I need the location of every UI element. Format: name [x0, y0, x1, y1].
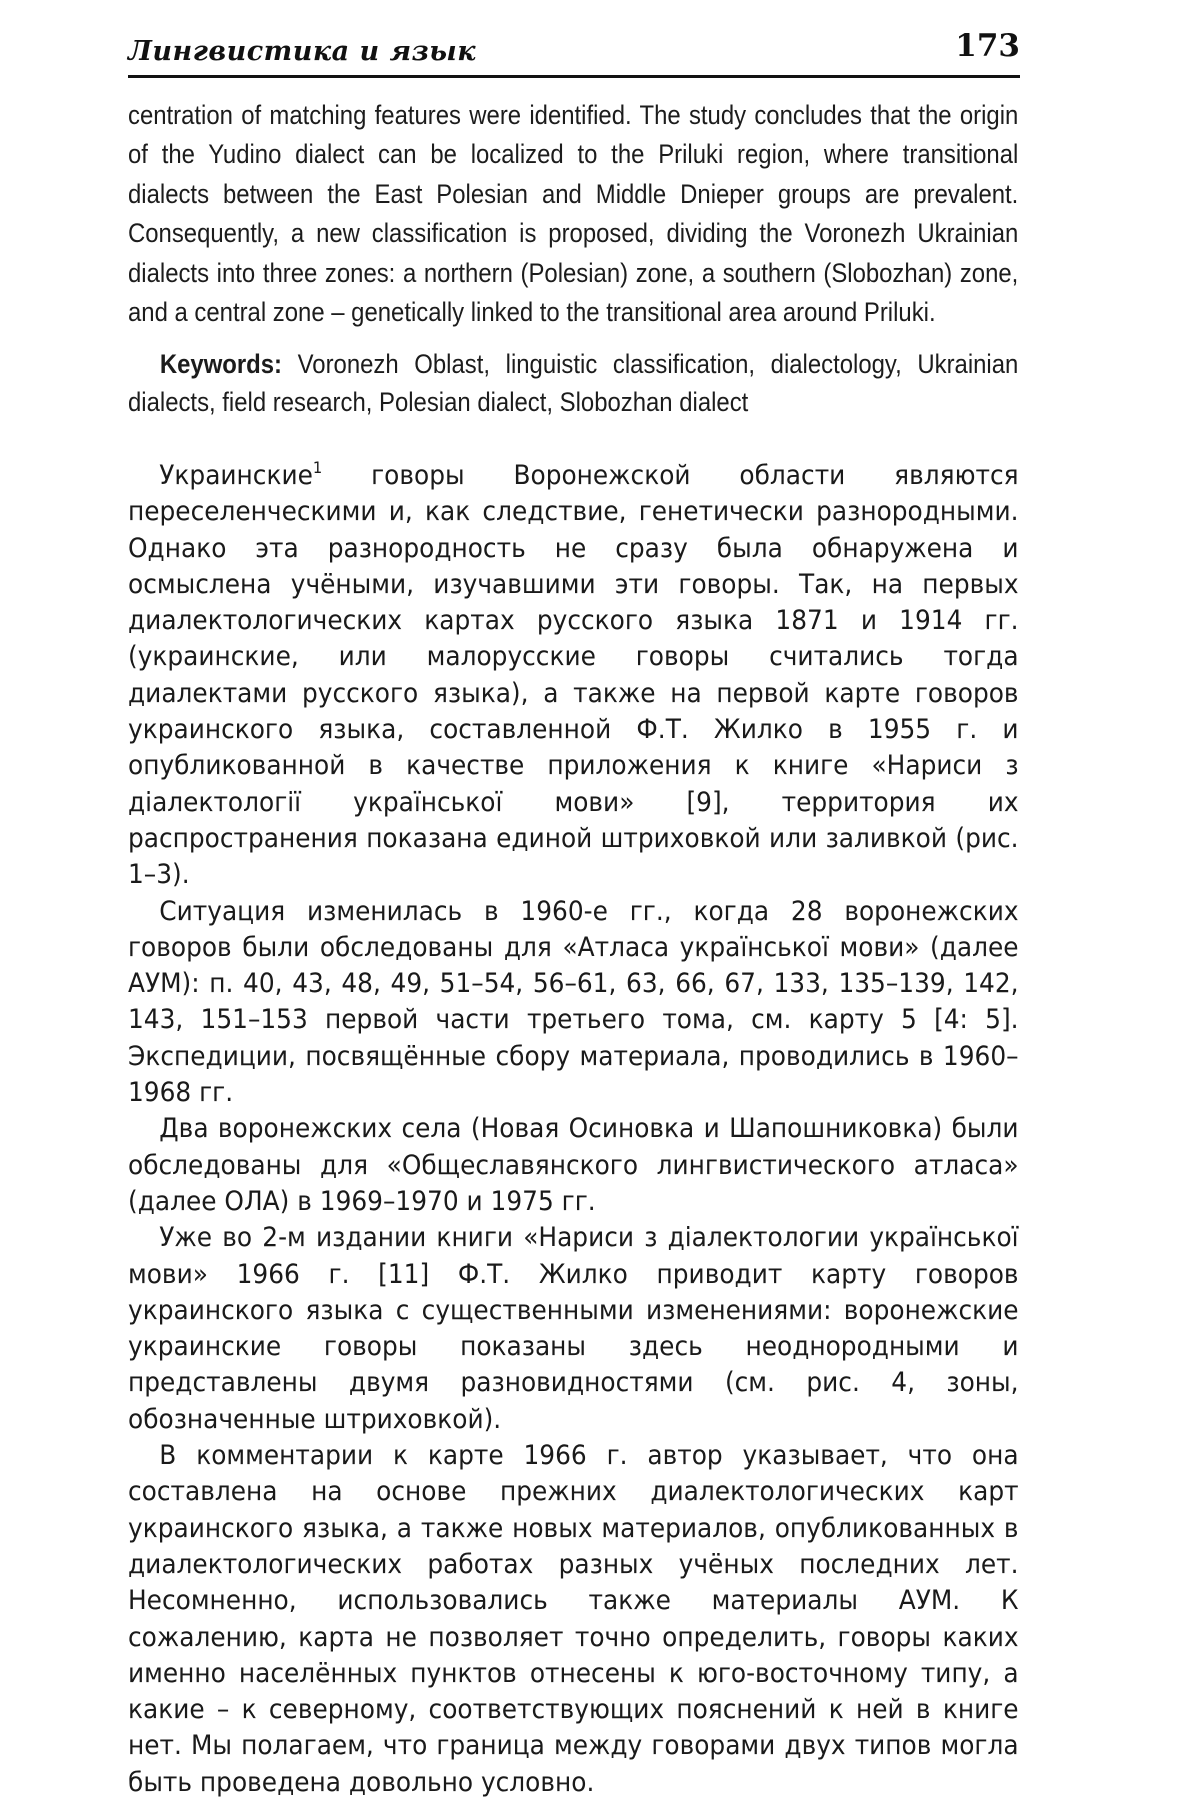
body-paragraph-4: Уже во 2-м издании книги «Нариси з діалектологии української мови» 1966 г. [11] Ф.Т. Жилко приводит карту говоров украинского языка с существенными изменениями: воронежские украинские говоры показаны здесь неоднородными и представлены двумя разновидностями (см. рис. 4, зоны, обозначенные штриховкой). — [128, 1222, 1019, 1435]
running-header — [128, 28, 1020, 72]
keywords-text: Voronezh Oblast, linguistic classification, dialectology, Ukrainian dialects, field research, Polesian dialect, Slobozhan dialect — [128, 349, 1019, 417]
paragraph-1-rest: говоры Воронежской области являются переселенческими и, как следствие, генетически разнородными. Однако эта разнородность не сразу была обнаружена и осмыслена учёными, изучавшими эти говоры. Так, на первых диалектологических картах русского языка 1871 и 1914 гг. (украинские, или малорусские говоры считались тогда диалектами русского языка), а также на первой карте говоров украинского языка, составленной Ф.Т. Жилко в 1955 г. и опубликованной в качестве приложения к книге «Нариси з діалектології української мови» [9], территория их распространения показана единой штриховкой или заливкой (рис. 1–3). — [128, 460, 1019, 891]
keywords-label: Keywords: — [159, 349, 283, 379]
header-rule — [128, 75, 1020, 78]
page-number: 173 — [955, 28, 1020, 64]
section-title: Лингвистика и язык — [128, 36, 477, 67]
footnote-marker[interactable]: 1 — [312, 458, 323, 477]
abstract-paragraph: centration of matching features were identified. The study concludes that the origin of the Yudino dialect can be localized to the Priluki region, where transitional dialects between the East Polesian and Middle Dnieper groups are prevalent. Consequently, a new classification is proposed, dividing the Voronezh Ukrainian dialects into three zones: a northern (Polesian) zone, a southern (Slobozhan) zone, and a central zone – genetically linked to the transitional area around Priluki. — [128, 100, 1019, 328]
body-paragraph-3: Два воронежских села (Новая Осиновка и Шапошниковка) были обследованы для «Общеславянского лингвистического атласа» (далее ОЛА) в 1969–1970 и 1975 гг. — [128, 1113, 1019, 1217]
english-abstract — [128, 96, 1018, 332]
body-paragraph-1 — [128, 458, 1019, 894]
paragraph-1-start: Украинские — [159, 460, 313, 491]
main-body — [128, 458, 1019, 1801]
keywords-paragraph — [128, 345, 1018, 421]
body-paragraph-2: Ситуация изменилась в 1960-е гг., когда 28 воронежских говоров были обследованы для «Атласа української мови» (далее АУМ): п. 40, 43, 48, 49, 51–54, 56–61, 63, 66, 67, 133, 135–139, 142, 143, 151–153 первой части третьего тома, см. карту 5 [4: 5]. Экспедиции, посвящённые сбору материала, проводились в 1960–1968 гг. — [128, 895, 1019, 1109]
body-paragraph-5: В комментарии к карте 1966 г. автор указывает, что она составлена на основе прежних диалектологических карт украинского языка, а также новых материалов, опубликованных в диалектологических работах разных учёных последних лет. Несомненно, использовались также материалы АУМ. К сожалению, карта не позволяет точно определить, говоры каких именно населённых пунктов отнесены к юго-восточному типу, а какие – к северному, соответствующих пояснений к ней в книге нет. Мы полагаем, что граница между говорами двух типов могла быть проведена довольно условно. — [128, 1440, 1019, 1798]
